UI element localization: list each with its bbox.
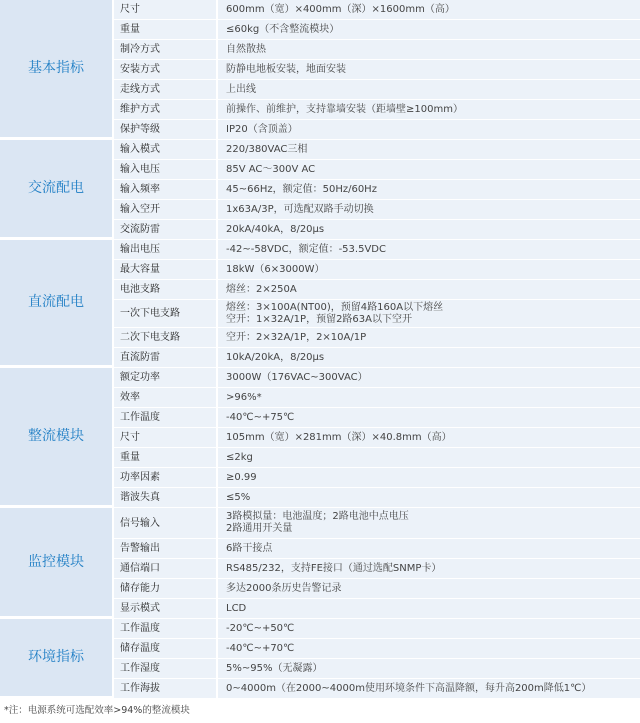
spec-label: 维护方式 <box>112 100 216 120</box>
spec-label: 效率 <box>112 388 216 408</box>
spec-value: 10kA/20kA，8/20μs <box>216 348 640 368</box>
spec-label: 尺寸 <box>112 428 216 448</box>
spec-value: RS485/232，支持FE接口（通过选配SNMP卡） <box>216 559 640 579</box>
spec-row <box>0 619 640 639</box>
spec-label: 重量 <box>112 448 216 468</box>
spec-label: 输入空开 <box>112 200 216 220</box>
spec-value-line: 3路模拟量：电池温度；2路电池中点电压 <box>226 511 409 522</box>
spec-value: 1x63A/3P，可选配双路手动切换 <box>216 200 640 220</box>
spec-row <box>0 140 640 160</box>
section-title: 环境指标 <box>0 619 112 699</box>
footnote: *注：电源系统可选配效率>94%的整流模块 <box>4 705 190 716</box>
spec-label: 工作海拔 <box>112 679 216 699</box>
spec-value-line: 2路通用开关量 <box>226 523 293 534</box>
section-title: 整流模块 <box>0 368 112 508</box>
spec-label: 显示模式 <box>112 599 216 619</box>
spec-label: 输入电压 <box>112 160 216 180</box>
spec-label: 走线方式 <box>112 80 216 100</box>
spec-value: IP20（含顶盖） <box>216 120 640 140</box>
spec-label: 直流防雷 <box>112 348 216 368</box>
spec-value: 上出线 <box>216 80 640 100</box>
spec-label: 制冷方式 <box>112 40 216 60</box>
spec-value <box>216 300 640 328</box>
spec-label: 安装方式 <box>112 60 216 80</box>
spec-value-line: 熔丝：3×100A(NT00)，预留4路160A以下熔丝 <box>226 301 444 313</box>
spec-value: ≤2kg <box>216 448 640 468</box>
spec-value: >96%* <box>216 388 640 408</box>
spec-label: 输出电压 <box>112 240 216 260</box>
spec-label: 输入模式 <box>112 140 216 160</box>
spec-value: 多达2000条历史告警记录 <box>216 579 640 599</box>
spec-value: -40℃~+75℃ <box>216 408 640 428</box>
spec-label: 功率因素 <box>112 468 216 488</box>
section-title: 直流配电 <box>0 240 112 368</box>
spec-value: 105mm（宽）×281mm（深）×40.8mm（高） <box>216 428 640 448</box>
spec-value: 0~4000m（在2000~4000m使用环境条件下高温降额，每升高200m降低1℃） <box>216 679 640 699</box>
spec-value: 5%~95%（无凝露） <box>216 659 640 679</box>
spec-value: ≤5% <box>216 488 640 508</box>
spec-value: -42~-58VDC，额定值：-53.5VDC <box>216 240 640 260</box>
spec-value: 220/380VAC三相 <box>216 140 640 160</box>
spec-value: ≤60kg（不含整流模块） <box>216 20 640 40</box>
spec-value: -40℃~+70℃ <box>216 639 640 659</box>
spec-label: 尺寸 <box>112 0 216 20</box>
spec-label: 电池支路 <box>112 280 216 300</box>
spec-value: 6路干接点 <box>216 539 640 559</box>
section-title: 监控模块 <box>0 508 112 619</box>
spec-value: 85V AC～300V AC <box>216 160 640 180</box>
spec-label: 工作温度 <box>112 408 216 428</box>
spec-value: 3000W（176VAC~300VAC） <box>216 368 640 388</box>
spec-value: 20kA/40kA，8/20μs <box>216 220 640 240</box>
spec-label: 保护等级 <box>112 120 216 140</box>
spec-label: 输入频率 <box>112 180 216 200</box>
section-title: 基本指标 <box>0 0 112 140</box>
spec-value: LCD <box>216 599 640 619</box>
spec-label: 储存温度 <box>112 639 216 659</box>
spec-label: 谐波失真 <box>112 488 216 508</box>
spec-label: 工作湿度 <box>112 659 216 679</box>
section-title: 交流配电 <box>0 140 112 240</box>
spec-value: 熔丝：2×250A <box>216 280 640 300</box>
spec-label: 信号输入 <box>112 508 216 539</box>
spec-label: 储存能力 <box>112 579 216 599</box>
spec-value: ≥0.99 <box>216 468 640 488</box>
spec-value <box>216 508 640 539</box>
spec-row <box>0 240 640 260</box>
spec-label: 一次下电支路 <box>112 300 216 328</box>
spec-value: 防静电地板安装，地面安装 <box>216 60 640 80</box>
spec-value: -20℃~+50℃ <box>216 619 640 639</box>
spec-label: 重量 <box>112 20 216 40</box>
spec-value: 18kW（6×3000W） <box>216 260 640 280</box>
spec-label: 告警输出 <box>112 539 216 559</box>
spec-value: 自然散热 <box>216 40 640 60</box>
spec-row <box>0 508 640 539</box>
spec-value-line: 空开：1×32A/1P，预留2路63A以下空开 <box>226 313 412 325</box>
spec-value: 空开：2×32A/1P，2×10A/1P <box>216 328 640 348</box>
spec-value: 600mm（宽）×400mm（深）×1600mm（高） <box>216 0 640 20</box>
spec-value: 前操作、前维护，支持靠墙安装（距墙壁≥100mm） <box>216 100 640 120</box>
spec-value: 45~66Hz，额定值：50Hz/60Hz <box>216 180 640 200</box>
spec-label: 额定功率 <box>112 368 216 388</box>
spec-row <box>0 0 640 20</box>
spec-label: 最大容量 <box>112 260 216 280</box>
spec-label: 通信端口 <box>112 559 216 579</box>
spec-label: 交流防雷 <box>112 220 216 240</box>
spec-label: 二次下电支路 <box>112 328 216 348</box>
spec-label: 工作温度 <box>112 619 216 639</box>
spec-row <box>0 368 640 388</box>
